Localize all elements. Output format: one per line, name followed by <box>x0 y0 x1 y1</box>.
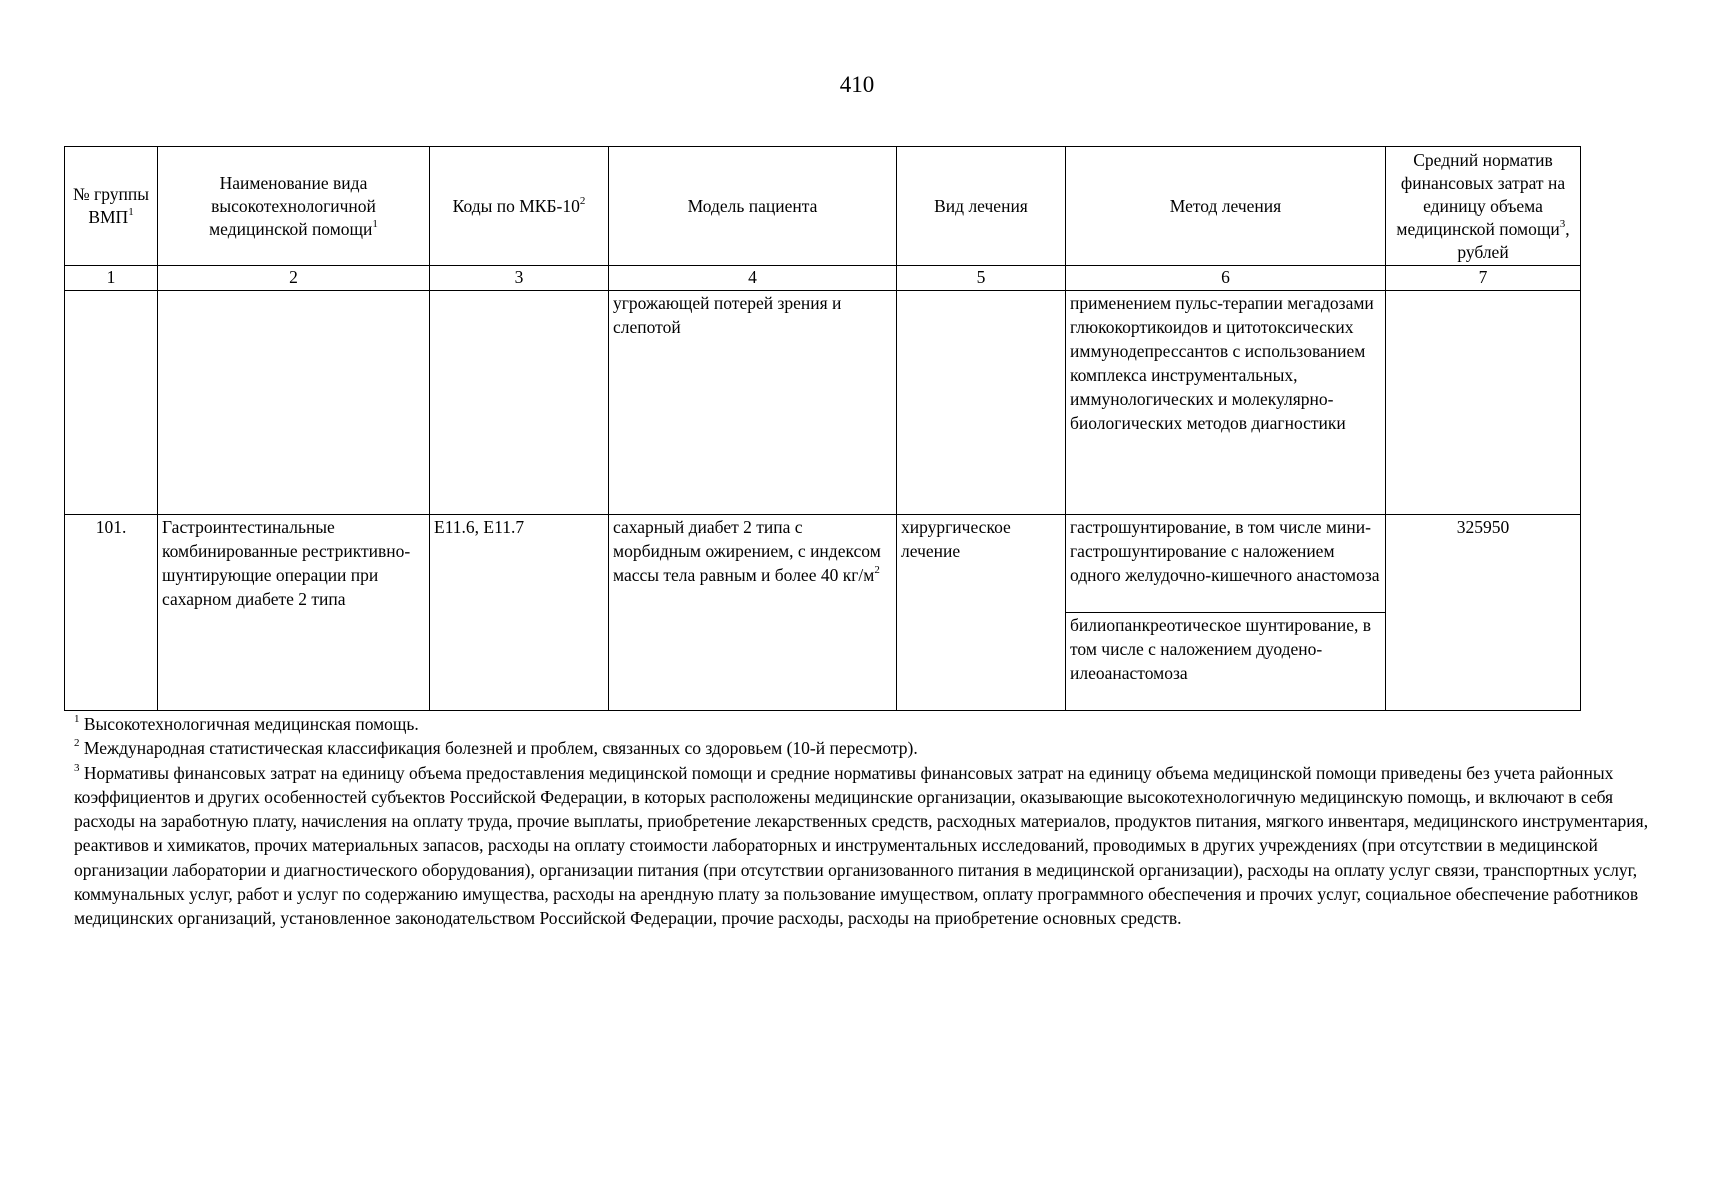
table-cell <box>897 291 1066 515</box>
group-number-cell: 101. <box>65 515 158 711</box>
table-cell <box>65 291 158 515</box>
footnote-1: $^1$ Высокотехнологичная медицинская помощь. <box>74 713 419 734</box>
header-row <box>65 147 1581 266</box>
treatment-type-cell: хирургическое лечение <box>897 515 1066 711</box>
icd-codes-cell: E11.6, E11.7 <box>430 515 609 711</box>
footnotes <box>74 712 1654 931</box>
continuation-row <box>65 291 1581 515</box>
column-number: 1 <box>65 266 158 291</box>
care-type-name-cell: Гастроинтестинальные комбинированные рестриктивно-шунтирующие операции при сахарном диабете 2 типа <box>158 515 430 711</box>
column-numbers-row <box>65 266 1581 291</box>
header-care-type-name: Наименование вида высокотехнологичной медицинской помощи$^1$ <box>158 147 430 266</box>
vmp-table <box>64 146 1581 711</box>
column-number: 6 <box>1066 266 1386 291</box>
patient-model-cell: сахарный диабет 2 типа с морбидным ожирением, с индексом массы тела равным и более 40 $кг/м^2$ <box>609 515 897 711</box>
column-number: 4 <box>609 266 897 291</box>
continuation-method-cell: применением пульс-терапии мегадозами глюкокортикоидов и цитотоксических иммунодепрессантов с использованием комплекса инструментальных, иммунологических и молекулярно-биологических методов диагностики <box>1066 291 1386 515</box>
column-number: 2 <box>158 266 430 291</box>
header-icd-codes: Коды по МКБ-$10^2$ <box>430 147 609 266</box>
header-group-number: № группы ВМП$^1$ <box>65 147 158 266</box>
table-cell <box>1386 291 1581 515</box>
table-row-101 <box>65 515 1581 613</box>
header-average-cost: Средний норматив финансовых затрат на единицу объема медицинской помощи$^3$, рублей <box>1386 147 1581 266</box>
footnote-3: $^3$ Нормативы финансовых затрат на единицу объема предоставления медицинской помощи и средние нормативы финансовых затрат на единицу объема медицинской помощи приведены без учета районных коэффициентов и других особенностей субъектов Российской Федерации, в которых расположены медицинские организации, оказывающие высокотехнологичную медицинскую помощь, и включают в себя расходы на заработную плату, начисления на оплату труда, прочие выплаты, приобретение лекарственных средств, расходных материалов, продуктов питания, мягкого инвентаря, медицинского инструментария, реактивов и химикатов, прочих материальных запасов, расходы на оплату стоимости лабораторных и инструментальных исследований, проводимых в других учреждениях (при отсутствии в медицинской организации лаборатории и диагностического оборудования), организации питания (при отсутствии организованного питания в медицинской организации), расходы на оплату услуг связи, транспортных услуг, коммунальных услуг, работ и услуг по содержанию имущества, расходы на арендную плату за пользование имуществом, оплату программного обеспечения и прочих услуг, социальное обеспечение работников медицинских организаций, установленное законодательством Российской Федерации, прочие расходы, расходы на приобретение основных средств. <box>74 761 1649 929</box>
header-patient-model: Модель пациента <box>609 147 897 266</box>
column-number: 5 <box>897 266 1066 291</box>
treatment-method-cell: гастрошунтирование, в том числе мини-гастрошунтирование с наложением одного желудочно-кишечного анастомоза <box>1066 515 1386 613</box>
treatment-method-cell: билиопанкреотическое шунтирование, в том числе с наложением дуодено-илеоанастомоза <box>1066 613 1386 711</box>
header-treatment-type: Вид лечения <box>897 147 1066 266</box>
average-cost-cell: 325950 <box>1386 515 1581 711</box>
column-number: 7 <box>1386 266 1581 291</box>
column-number: 3 <box>430 266 609 291</box>
page-number: 410 <box>839 72 875 97</box>
footnote-2: $^2$ Международная статистическая классификация болезней и проблем, связанных со здоровьем (10-й пересмотр). <box>74 737 918 759</box>
table-cell <box>158 291 430 515</box>
header-treatment-method: Метод лечения <box>1066 147 1386 266</box>
continuation-model-cell: угрожающей потерей зрения и слепотой <box>609 291 897 515</box>
table-cell <box>430 291 609 515</box>
